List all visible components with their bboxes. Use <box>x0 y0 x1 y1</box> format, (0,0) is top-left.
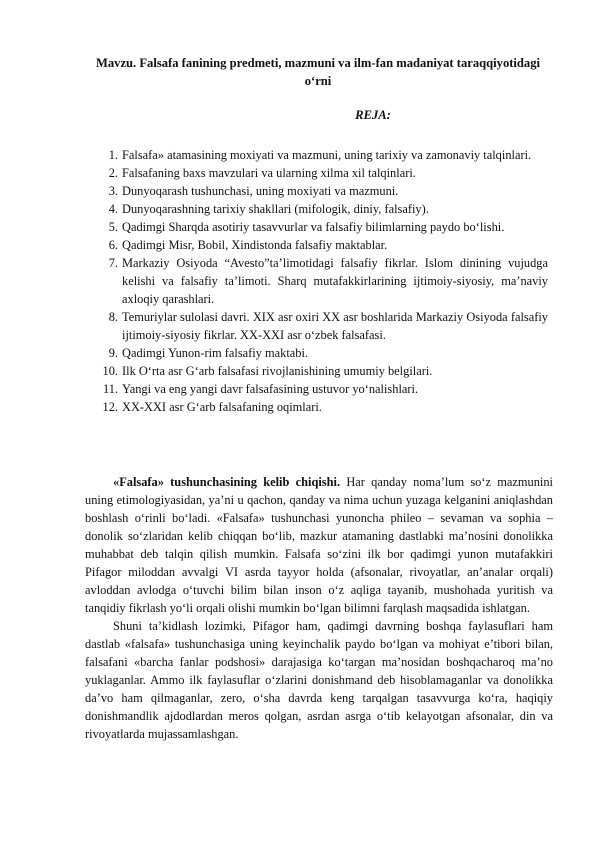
plan-item-text: Yangi va eng yangi davr falsafasining ustuvor yo‘nalishlari. <box>122 382 419 396</box>
plan-item <box>96 200 548 218</box>
plan-item-number: 10. <box>102 364 118 378</box>
plan-item-text: Dunyoqarashning tarixiy shakllari (mifologik, diniy, falsafiy). <box>122 202 429 216</box>
paragraph <box>85 473 553 617</box>
page-title: Mavzu. Falsafa fanining predmeti, mazmuni va ilm-fan madaniyat taraqqiyotidagi o‘rni <box>95 56 541 88</box>
paragraph-lead: «Falsafa» tushunchasining kelib chiqishi. <box>113 475 341 489</box>
plan-item-text: Temuriylar sulolasi davri. XIX asr oxiri XX asr boshlarida Markaziy Osiyoda falsafiy ijtimoiy-siyosiy fikrlar. XX-XXI asr o‘zbek falsafasi. <box>122 310 548 342</box>
plan-item-text: XX-XXI asr G‘arb falsafaning oqimlari. <box>122 400 322 414</box>
plan-item <box>96 164 548 182</box>
plan-item-text: Qadimgi Misr, Bobil, Xindistonda falsafiy maktablar. <box>122 238 388 252</box>
plan-item-number: 12. <box>102 400 118 414</box>
plan-item <box>96 344 548 362</box>
plan-item-number: 2. <box>108 166 118 180</box>
plan-item <box>96 182 548 200</box>
plan-item-text: Falsafaning baxs mavzulari va ularning xilma xil talqinlari. <box>122 166 416 180</box>
plan-item-number: 3. <box>108 184 118 198</box>
plan-item-number: 6. <box>108 238 118 252</box>
plan-heading: REJA: <box>355 108 391 122</box>
plan-list <box>96 146 548 416</box>
paragraph: Shuni ta’kidlash lozimki, Pifagor ham, qadimgi davrning boshqa faylasuflari ham dastlab «falsafa» tushunchasiga uning keyinchalik paydo bo‘lgan va mohiyat e’tibori bilan, falsafani «barcha fanlar podshosi» darajasiga ko‘targan ma’nosidan boshqacharoq ma’no yuklaganlar. Ammo ilk faylasuflar o‘zlarini donishmand deb hisoblamaganlar va donolikka da’vo ham qilmaganlar, zero, o‘sha davrda keng tarqalgan tasavvurga ko‘ra, haqiqiy donishmandlik ajdodlardan meros qolgan, asrdan asrga o‘tib kelayotgan afsonalar, din va rivoyatlarda mujassamlashgan. <box>85 619 553 741</box>
plan-item <box>96 380 548 398</box>
plan-item <box>96 218 548 236</box>
body-text <box>85 473 553 743</box>
plan-item <box>96 236 548 254</box>
plan-item <box>96 146 548 164</box>
plan-item-number: 7. <box>108 256 118 270</box>
plan-item-text: Dunyoqarash tushunchasi, uning moxiyati va mazmuni. <box>122 184 399 198</box>
plan-item <box>96 398 548 416</box>
plan-item-text: Qadimgi Sharqda asotiriy tasavvurlar va falsafiy bilimlarning paydo bo‘lishi. <box>122 220 505 234</box>
plan-item-number: 11. <box>102 382 118 396</box>
plan-item-number: 1. <box>108 148 118 162</box>
plan-item <box>96 362 548 380</box>
plan-item-number: 9. <box>108 346 118 360</box>
plan-item <box>96 254 548 308</box>
plan-item-number: 8. <box>108 310 118 324</box>
plan-item-text: Markaziy Osiyoda “Avesto”ta’limotidagi falsafiy fikrlar. Islom dinining vujudga kelishi va falsafiy ta’limoti. Sharq mutafakkirlarining ijtimoiy-siyosiy, ma’naviy axloqiy qarashlari. <box>122 256 548 306</box>
plan-item-text: Falsafa» atamasining moxiyati va mazmuni, uning tarixiy va zamonaviy talqinlari. <box>122 148 532 162</box>
paragraph-text: Har qanday noma’lum so‘z mazmunini uning etimologiyasidan, ya’ni u qachon, qanday va nima uchun yuzaga kelganini aniqlashdan boshlash o‘rinli bo‘ladi. «Falsafa» tushunchasi yunoncha phileo – sevaman va sophia – donolik so‘zlaridan kelib chiqqan bo‘lib, mazkur atamaning dastlabki ma’nosini donolikka muhabbat deb talqin qilish mumkin. Falsafa so‘zini ilk bor qadimgi yunon mutafakkiri Pifagor miloddan avvalgi VI asrda tayyor holda (afsonalar, rivoyatlar, an’analar orqali) avloddan avlodga o‘tuvchi bilim bilan inson o‘z aqliga tayanib, mushohada yuritish va tanqidiy fikrlash yo‘li orqali olishi mumkin bo‘lgan bilimni farqlash maqsadida ishlatgan. <box>85 475 553 615</box>
plan-item-number: 4. <box>108 202 118 216</box>
plan-item <box>96 308 548 344</box>
plan-item-number: 5. <box>108 220 118 234</box>
plan-item-text: Qadimgi Yunon-rim falsafiy maktabi. <box>122 346 309 360</box>
plan-item-text: Ilk O‘rta asr G‘arb falsafasi rivojlanishining umumiy belgilari. <box>122 364 433 378</box>
